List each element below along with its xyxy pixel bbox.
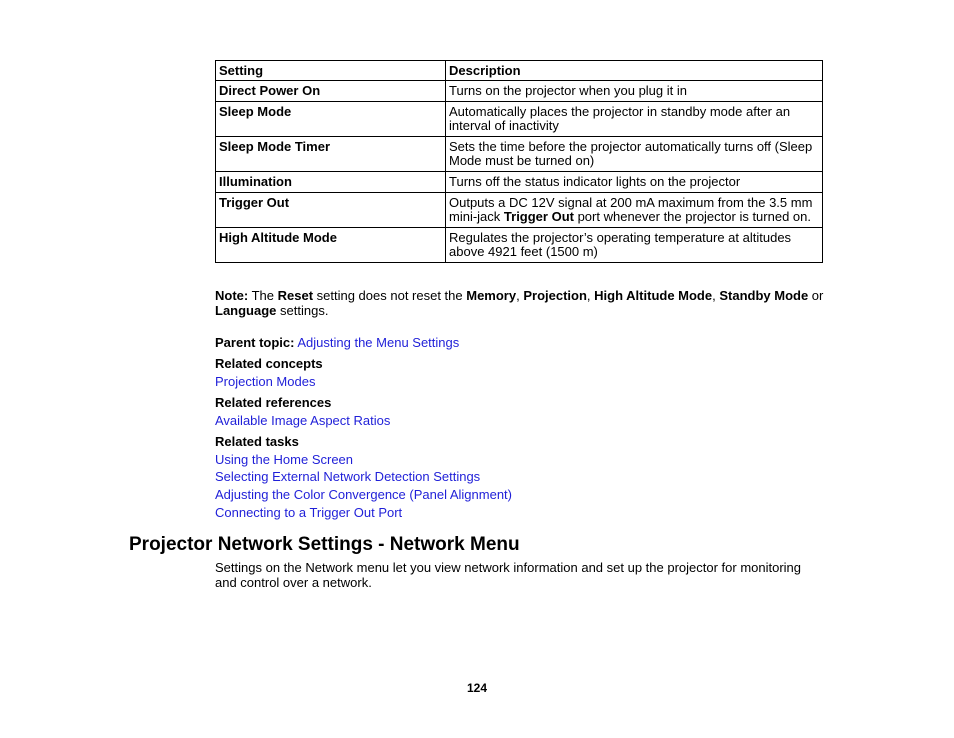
settings-table (215, 60, 823, 263)
note-text: or (808, 288, 824, 303)
note-bold: Reset (277, 288, 314, 303)
parent-topic-link[interactable]: Adjusting the Menu Settings (297, 335, 460, 350)
table-row (216, 193, 823, 228)
link-trigger-out-port[interactable]: Connecting to a Trigger Out Port (215, 505, 403, 520)
setting-cell: Sleep Mode (216, 102, 446, 137)
setting-cell: Direct Power On (216, 81, 446, 102)
note-text: , (712, 288, 720, 303)
page-number: 124 (466, 681, 488, 695)
parent-topic-label: Parent topic: (215, 335, 295, 350)
link-color-convergence[interactable]: Adjusting the Color Convergence (Panel Alignment) (215, 487, 513, 502)
description-cell: Regulates the projector’s operating temperature at altitudes above 4921 feet (1500 m) (446, 228, 823, 263)
link-projection-modes[interactable]: Projection Modes (215, 374, 316, 389)
link-aspect-ratios[interactable]: Available Image Aspect Ratios (215, 413, 391, 428)
description-bold-text: Trigger Out (503, 209, 574, 224)
note-text: setting does not reset the (313, 288, 467, 303)
related-concepts-label: Related concepts (215, 356, 323, 371)
section-paragraph: Settings on the Network menu let you view network information and set up the projector for monitoring and control over a network. (215, 560, 802, 590)
section-heading: Projector Network Settings - Network Menu (129, 534, 520, 555)
note-text: The (248, 288, 278, 303)
note-bold: Standby Mode (719, 288, 809, 303)
note-bold: Memory (466, 288, 517, 303)
note-text: , (586, 288, 595, 303)
setting-cell: Sleep Mode Timer (216, 137, 446, 172)
parent-topic (215, 335, 459, 350)
setting-cell: Trigger Out (216, 193, 446, 228)
description-cell: Turns off the status indicator lights on the projector (446, 172, 823, 193)
header-description: Description (446, 61, 823, 81)
setting-cell: High Altitude Mode (216, 228, 446, 263)
related-references-label: Related references (215, 395, 332, 410)
description-cell: Sets the time before the projector automatically turns off (Sleep Mode must be turned on) (446, 137, 823, 172)
table-header-row (216, 61, 823, 81)
note-label: Note: (215, 288, 249, 303)
table-row (216, 137, 823, 172)
note-bold: High Altitude Mode (594, 288, 713, 303)
table-row (216, 228, 823, 263)
note-text: settings. (276, 302, 329, 318)
description-text: port whenever the projector is turned on. (573, 209, 811, 224)
description-text: Outputs a DC 12V signal at 200 mA maximum from the 3.5 mm mini-jack (449, 195, 813, 224)
header-setting: Setting (216, 61, 446, 81)
description-cell: Turns on the projector when you plug it in (446, 81, 823, 102)
note-text: , (516, 288, 524, 303)
table-row (216, 81, 823, 102)
note-bold: Language (215, 302, 277, 318)
table-row (216, 102, 823, 137)
link-home-screen[interactable]: Using the Home Screen (215, 452, 354, 467)
related-tasks-label: Related tasks (215, 434, 299, 449)
note-bold: Projection (523, 288, 587, 303)
setting-cell: Illumination (216, 172, 446, 193)
table-row (216, 172, 823, 193)
description-cell: Automatically places the projector in standby mode after an interval of inactivity (446, 102, 823, 137)
description-cell (446, 193, 823, 228)
note-paragraph (215, 289, 825, 318)
link-network-detection[interactable]: Selecting External Network Detection Settings (215, 469, 481, 484)
